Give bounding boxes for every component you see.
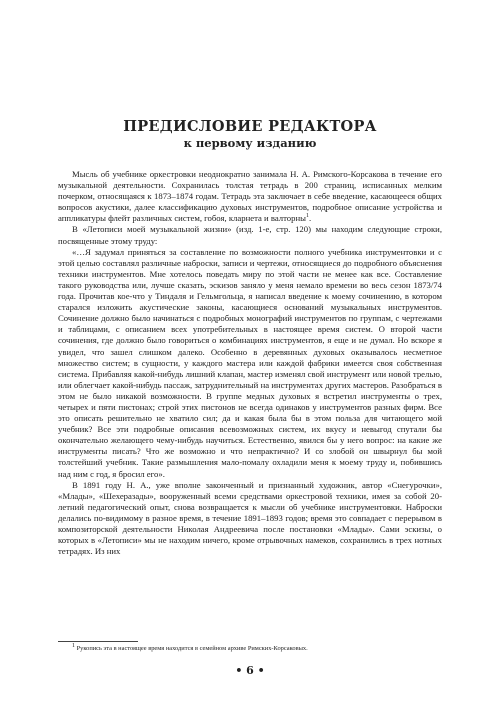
footnote-marker: 1 [72, 642, 75, 649]
quotation-text: «…Я задумал приняться за составление по возможности полного учебника инструментовки и с этой целью составлял различные наброски, записи и чертежи, относящиеся до подробного объяснения техники инструментов. Мне хотелось поведать миру по этой части не менее как все. Составление такого руководства или, лучше сказать, эскизов заняло у меня немало времени во весь сезон 1873/74 года. Прочитав кое-что у Тиндаля и Гельмгольца, я написал введение к моему сочинению, в котором старался изложить акустические законы, касающиеся оснований музыкальных инструментов. Сочинение должно было начинаться с подробных монографий инструментов по группам, с чертежами и таблицами, с описанием всех употребительных в настоящее время систем. О второй части сочинения, где должно было говориться о комбинациях инструментов, я еще и не думал. Но вскоре я увидел, что зашел слишком далеко. Особенно в деревянных духовых оказывалось несметное множество систем; в сущности, у каждого мастера или каждой фабрики имеется своя собственная система. Прибавляя какой-нибудь лишний клапан, мастер изменял свой инструмент или новой трелью, или облегчает какой-нибудь пассаж, затруднительный на инструментах других мастеров. Разобраться в этом не было никакой возможности. В группе медных духовых я встретил инструменты о трех, четырех и пяти пистонах; строй этих пистонов не всегда одинаков у инструментов разных фирм. Все это описать решительно не хватило сил; да и какая была бы в этом польза для читающего мой учебник? Все эти подробные описания всевозможных систем, их вкусу и невыгод спутали бы окончательно желающего чему-нибудь научиться. Естественно, явился бы у него вопрос: на какие же инструменты писать? Что же возможно и что непрактично? И со злобой он швырнул бы мой толстейший учебник. Такие размышления мало-помалу охладили меня к моему труду и, побившись над ним с год, я бросил его». [58, 246, 442, 479]
page-title: ПРЕДИСЛОВИЕ РЕДАКТОРА [123, 118, 377, 135]
footnote-marker: 1 [305, 213, 309, 220]
paragraph [58, 224, 442, 246]
paragraph-text: В «Летописи моей музыкальной жизни» (изд. 1-е, стр. 120) мы находим следующие строки, посвященные этому труду: [58, 224, 442, 246]
paragraph [58, 480, 442, 558]
paragraph-text: В 1891 году Н. А., уже вполне законченный и признанный художник, автор «Снегурочки», «Млады», «Шехеразады», вооруженный всеми средствами оркестровой техники, имея за собой 20-летний педагогический опыт, снова возвращается к мысли об учебнике инструментовки. Наброски делались по-видимому в разное время, в течение 1891–1893 годов; время это совпадает с перерывом в композиторской деятельности Николая Андреевича после постановки «Млады». Сами эскизы, о которых в «Летописи» мы не находим ничего, кроме отрывочных намеков, сохранились в трех нотных тетрадях. Из них [58, 479, 442, 557]
paragraph-text: Мысль об учебнике оркестровки неоднократно занимала Н. А. Римского-Корсакова в течение его музыкальной деятельности. Сохранилась толстая тетрадь в 200 страниц, исписанных мелким почерком, относящаяся к 1873–1874 годам. Тетрадь эта заключает в себе введение, касающееся общих вопросов акустики, далее классификацию духовых инструментов, подробное описание устройства и аппликатуры флейт различных систем, гобоя, кларнета и валторны [58, 169, 442, 224]
paragraph [58, 247, 442, 480]
page-subtitle: к первому изданию [183, 136, 317, 150]
footnote [58, 642, 442, 653]
footnote-text: Рукопись эта в настоящее время находится в семейном архиве Римских-Корсаковых. [76, 645, 308, 652]
footnote-divider [58, 641, 138, 642]
paragraph: Мысль об учебнике оркестровки неоднократно занимала Н. А. Римского-Корсакова в течение его музыкальной деятельности. Сохранилась толстая тетрадь в 200 страниц, исписанных мелким почерком, относящаяся к 1873–1874 годам. Тетрадь эта заключает в себе введение, касающееся общих вопросов акустики, далее классификацию духовых инструментов, подробное описание устройства и аппликатуры флейт различных систем, гобоя, кларнета и валторны$^1$. [58, 169, 442, 224]
page-number: • 6 • [235, 664, 265, 677]
body-text [58, 169, 442, 557]
